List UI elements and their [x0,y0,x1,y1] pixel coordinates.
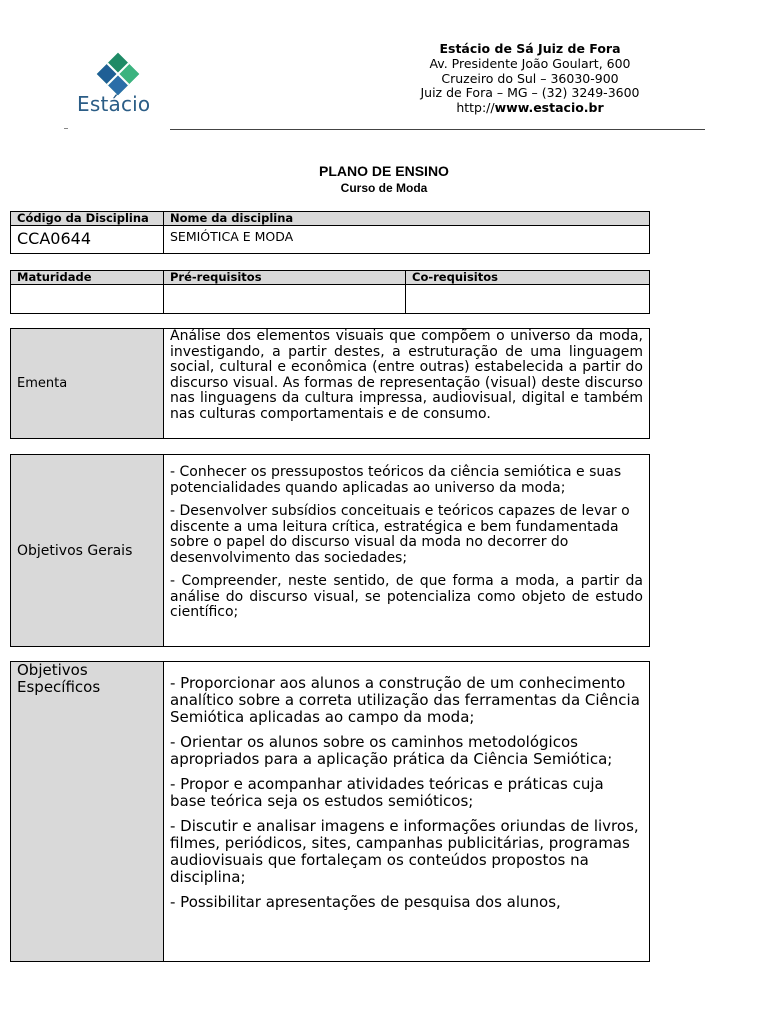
diamond-logo-icon [97,53,139,95]
address-line-3: Juiz de Fora – MG – (32) 3249-3600 [420,85,640,101]
objetivos-gerais-content [164,455,650,647]
code-header: Código da Disciplina [11,212,164,226]
url-prefix: http:// [456,100,495,116]
objetivos-gerais-label: Objetivos Gerais [11,455,164,647]
estacio-logo [70,45,170,131]
page-subtitle: Curso de Moda [340,181,428,195]
requirements-table [10,270,650,314]
discipline-name: SEMIÓTICA E MODA [164,226,650,254]
prereq-value [164,285,406,314]
objetivo-especifico-item: - Discutir e analisar imagens e informações oriundas de livros, filmes, periódicos, sites, campanhas publicitárias, programas audiovisuais que fortaleçam os conteúdos propostos na disciplina; [170,817,639,886]
ementa-text [164,329,650,439]
discipline-code: CCA0644 [11,226,164,254]
maturity-header: Maturidade [11,271,164,285]
objetivos-gerais-table [10,454,650,647]
header-rule [170,129,705,130]
logo-wordmark: Estácio [77,92,151,116]
logo-divider [64,128,68,129]
institution-address-block [380,42,680,116]
objetivo-especifico-item: - Orientar os alunos sobre os caminhos metodológicos apropriados para a aplicação prática da Ciência Semiótica; [170,733,613,768]
coreq-value [406,285,650,314]
page-title: PLANO DE ENSINO [319,163,449,179]
discipline-table [10,211,650,254]
objetivo-especifico-item: - Possibilitar apresentações de pesquisa dos alunos, [170,893,561,911]
prereq-header: Pré-requisitos [164,271,406,285]
objetivo-geral-item: - Compreender, neste sentido, de que forma a moda, a partir da análise do discurso visual, se potencializa como objeto de estudo científico; [170,573,643,620]
ementa-label: Ementa [11,329,164,439]
maturity-value [11,285,164,314]
address-line-2: Cruzeiro do Sul – 36030-900 [441,70,619,86]
objetivo-geral-item: - Conhecer os pressupostos teóricos da ciência semiótica e suas potencialidades quando aplicadas ao universo da moda; [170,464,622,496]
name-header: Nome da disciplina [164,212,650,226]
objetivos-especificos-table [10,661,650,962]
ementa-table [10,328,650,439]
address-line-1: Av. Presidente João Goulart, 600 [429,55,631,71]
institution-name: Estácio de Sá Juiz de Fora [439,41,621,56]
objetivo-especifico-item: - Propor e acompanhar atividades teóricas e práticas cuja base teórica seja os estudos semióticos; [170,775,604,810]
url-domain: www.estacio.br [494,100,604,116]
coreq-header: Co-requisitos [406,271,650,285]
objetivo-geral-item: - Desenvolver subsídios conceituais e teóricos capazes de levar o discente a uma leitura crítica, estratégica e bem fundamentada sobre o papel do discurso visual da moda no decorrer do desenvolvimento das sociedades; [170,503,630,566]
objetivos-especificos-content [164,662,650,962]
objetivo-especifico-item: - Proporcionar aos alunos a construção de um conhecimento analítico sobre a correta utilização das ferramentas da Ciência Semiótica aplicadas ao campo da moda; [170,674,640,726]
objetivos-especificos-label: Objetivos Específicos [11,662,164,962]
institution-url[interactable] [380,101,680,116]
ementa-paragraph: Análise dos elementos visuais que compõem o universo da moda, investigando, a partir destes, a estruturação de uma linguagem social, cultural e econômica (entre outras) estabelecida a partir do discurso visual. As formas de representação (visual) deste discurso nas linguagens da cultura impressa, audiovisual, digital e também nas culturas comportamentais e de consumo. [170,328,643,422]
